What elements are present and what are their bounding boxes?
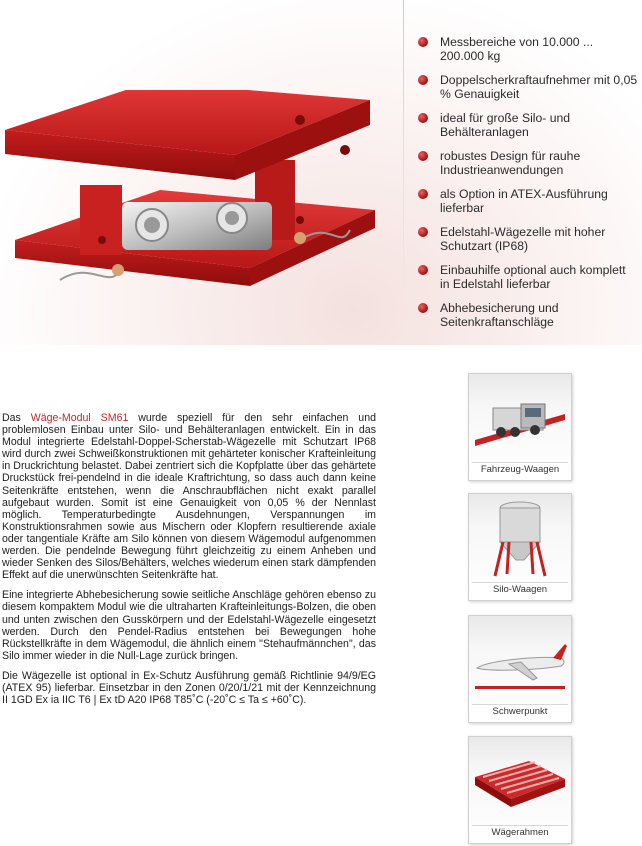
feature-text: Abhebesicherung und Seitenkraftanschläge: [440, 301, 559, 329]
bullet-icon: [418, 265, 428, 275]
feature-text: Messbereiche von 10.000 ... 200.000 kg: [440, 35, 594, 63]
feature-item: [418, 187, 638, 215]
bullet-icon: [418, 303, 428, 313]
feature-item: [418, 225, 638, 253]
thumbnail-caption: Wägerahmen: [472, 825, 568, 840]
description-text: [2, 412, 376, 714]
intro-lead: Das: [2, 412, 31, 424]
bullet-icon: [418, 227, 428, 237]
feature-item: [418, 149, 638, 177]
intro-rest: wurde speziell für den sehr einfachen und problemlosen Einbau unter Silo- und Behälteranlagen entwickelt. Ein in das Modul integrierte Edelstahl-Doppel-Scherstab-Wägezelle mit Schutzart IP68 wird durch zwei Schweißkonstruktionen mit gehärteter konischer Krafteinleitung in Druckrichtung belastet. Dabei zentriert sich die Kopfplatte über das gehärtete Druckstück frei-pendelnd in die ideale Kraftrichtung, so dass auch dann keine Seitenkräfte entstehen, wenn die Anschraubflächen nicht exakt parallel aufgebaut wurden. Somit ist eine Genauigkeit von 0,05 % der Nennlast möglich. Temperaturbedingte Ausdehnungen, Verspannungen im Konstruktionsrahmen sowie aus Mischern oder Klopfern resultierende axiale oder tangentiale Kräfte am Silo können von diesem Wägemodul aufgenommen werden. Die pendelnde Bewegung führt gleichzeitig zu einem Anheben und wieder Senken des Silos/Behälters, welches wiederum einen stark dämpfenden Effekt auf die unerwünschten Seitenkräfte hat.: [2, 412, 376, 582]
feature-text: Edelstahl-Wägezelle mit hoher Schutzart (IP68): [440, 225, 606, 253]
bullet-icon: [418, 37, 428, 47]
paragraph-intro: [2, 412, 376, 581]
feature-item: [418, 73, 638, 101]
product-name: Wäge-Modul SM61: [30, 412, 129, 424]
feature-text: als Option in ATEX-Ausführung lieferbar: [440, 187, 608, 215]
feature-text: Doppelscherkraftaufnehmer mit 0,05 % Genauigkeit: [440, 73, 638, 101]
bullet-icon: [418, 151, 428, 161]
feature-item: [418, 301, 638, 329]
weighing-module-image: [0, 90, 400, 350]
paragraph-atex: Die Wägezelle ist optional in Ex-Schutz Ausführung gemäß Richtlinie 94/9/EG (ATEX 95) lieferbar. Einsetzbar in den Zonen 0/20/1/21 mit der Kennzeichnung II 1GD Ex ia IIC T6 | Ex tD A20 IP68 T85˚C (-20˚C ≤ Ta ≤ +60˚C).: [2, 669, 376, 707]
feature-list: [418, 35, 638, 339]
thumbnail-caption: Fahrzeug-Waagen: [472, 462, 568, 477]
roller-frame-icon: [469, 737, 571, 825]
thumbnail-vehicle-scales: [468, 373, 572, 481]
bullet-icon: [418, 189, 428, 199]
feature-text: robustes Design für rauhe Industrieanwendungen: [440, 149, 581, 177]
hero-divider: [403, 0, 404, 300]
feature-text: ideal für große Silo- und Behälteranlagen: [440, 111, 571, 139]
feature-item: [418, 263, 638, 291]
thumbnail-silo-scales: [468, 493, 572, 601]
bullet-icon: [418, 75, 428, 85]
thumbnail-caption: Silo-Waagen: [472, 582, 568, 597]
silo-icon: [469, 494, 571, 582]
feature-item: [418, 35, 638, 63]
thumbnail-weighing-frame: [468, 736, 572, 844]
feature-text: Einbauhilfe optional auch komplett in Edelstahl lieferbar: [440, 263, 626, 291]
airplane-icon: [469, 616, 571, 704]
truck-scale-icon: [469, 374, 571, 462]
thumbnail-center-of-gravity: [468, 615, 572, 723]
bullet-icon: [418, 113, 428, 123]
feature-item: [418, 111, 638, 139]
paragraph-lift-protection: Eine integrierte Abhebesicherung sowie seitliche Anschläge gehören ebenso zu diesem kompaktem Modul wie die ultraharten Krafteinleitungs-Bolzen, die oben und unten zwischen den Gusskörpern und der Edelstahl-Wägezelle eingesetzt werden. Durch den Pendel-Radius entstehen bei Bewegungen hohe Rückstellkräfte in dem Wägemodul, die ähnlich einem "Stehaufmännchen", das Silo immer wieder in die Null-Lage zurück bringen.: [2, 589, 376, 662]
thumbnail-caption: Schwerpunkt: [472, 704, 568, 719]
